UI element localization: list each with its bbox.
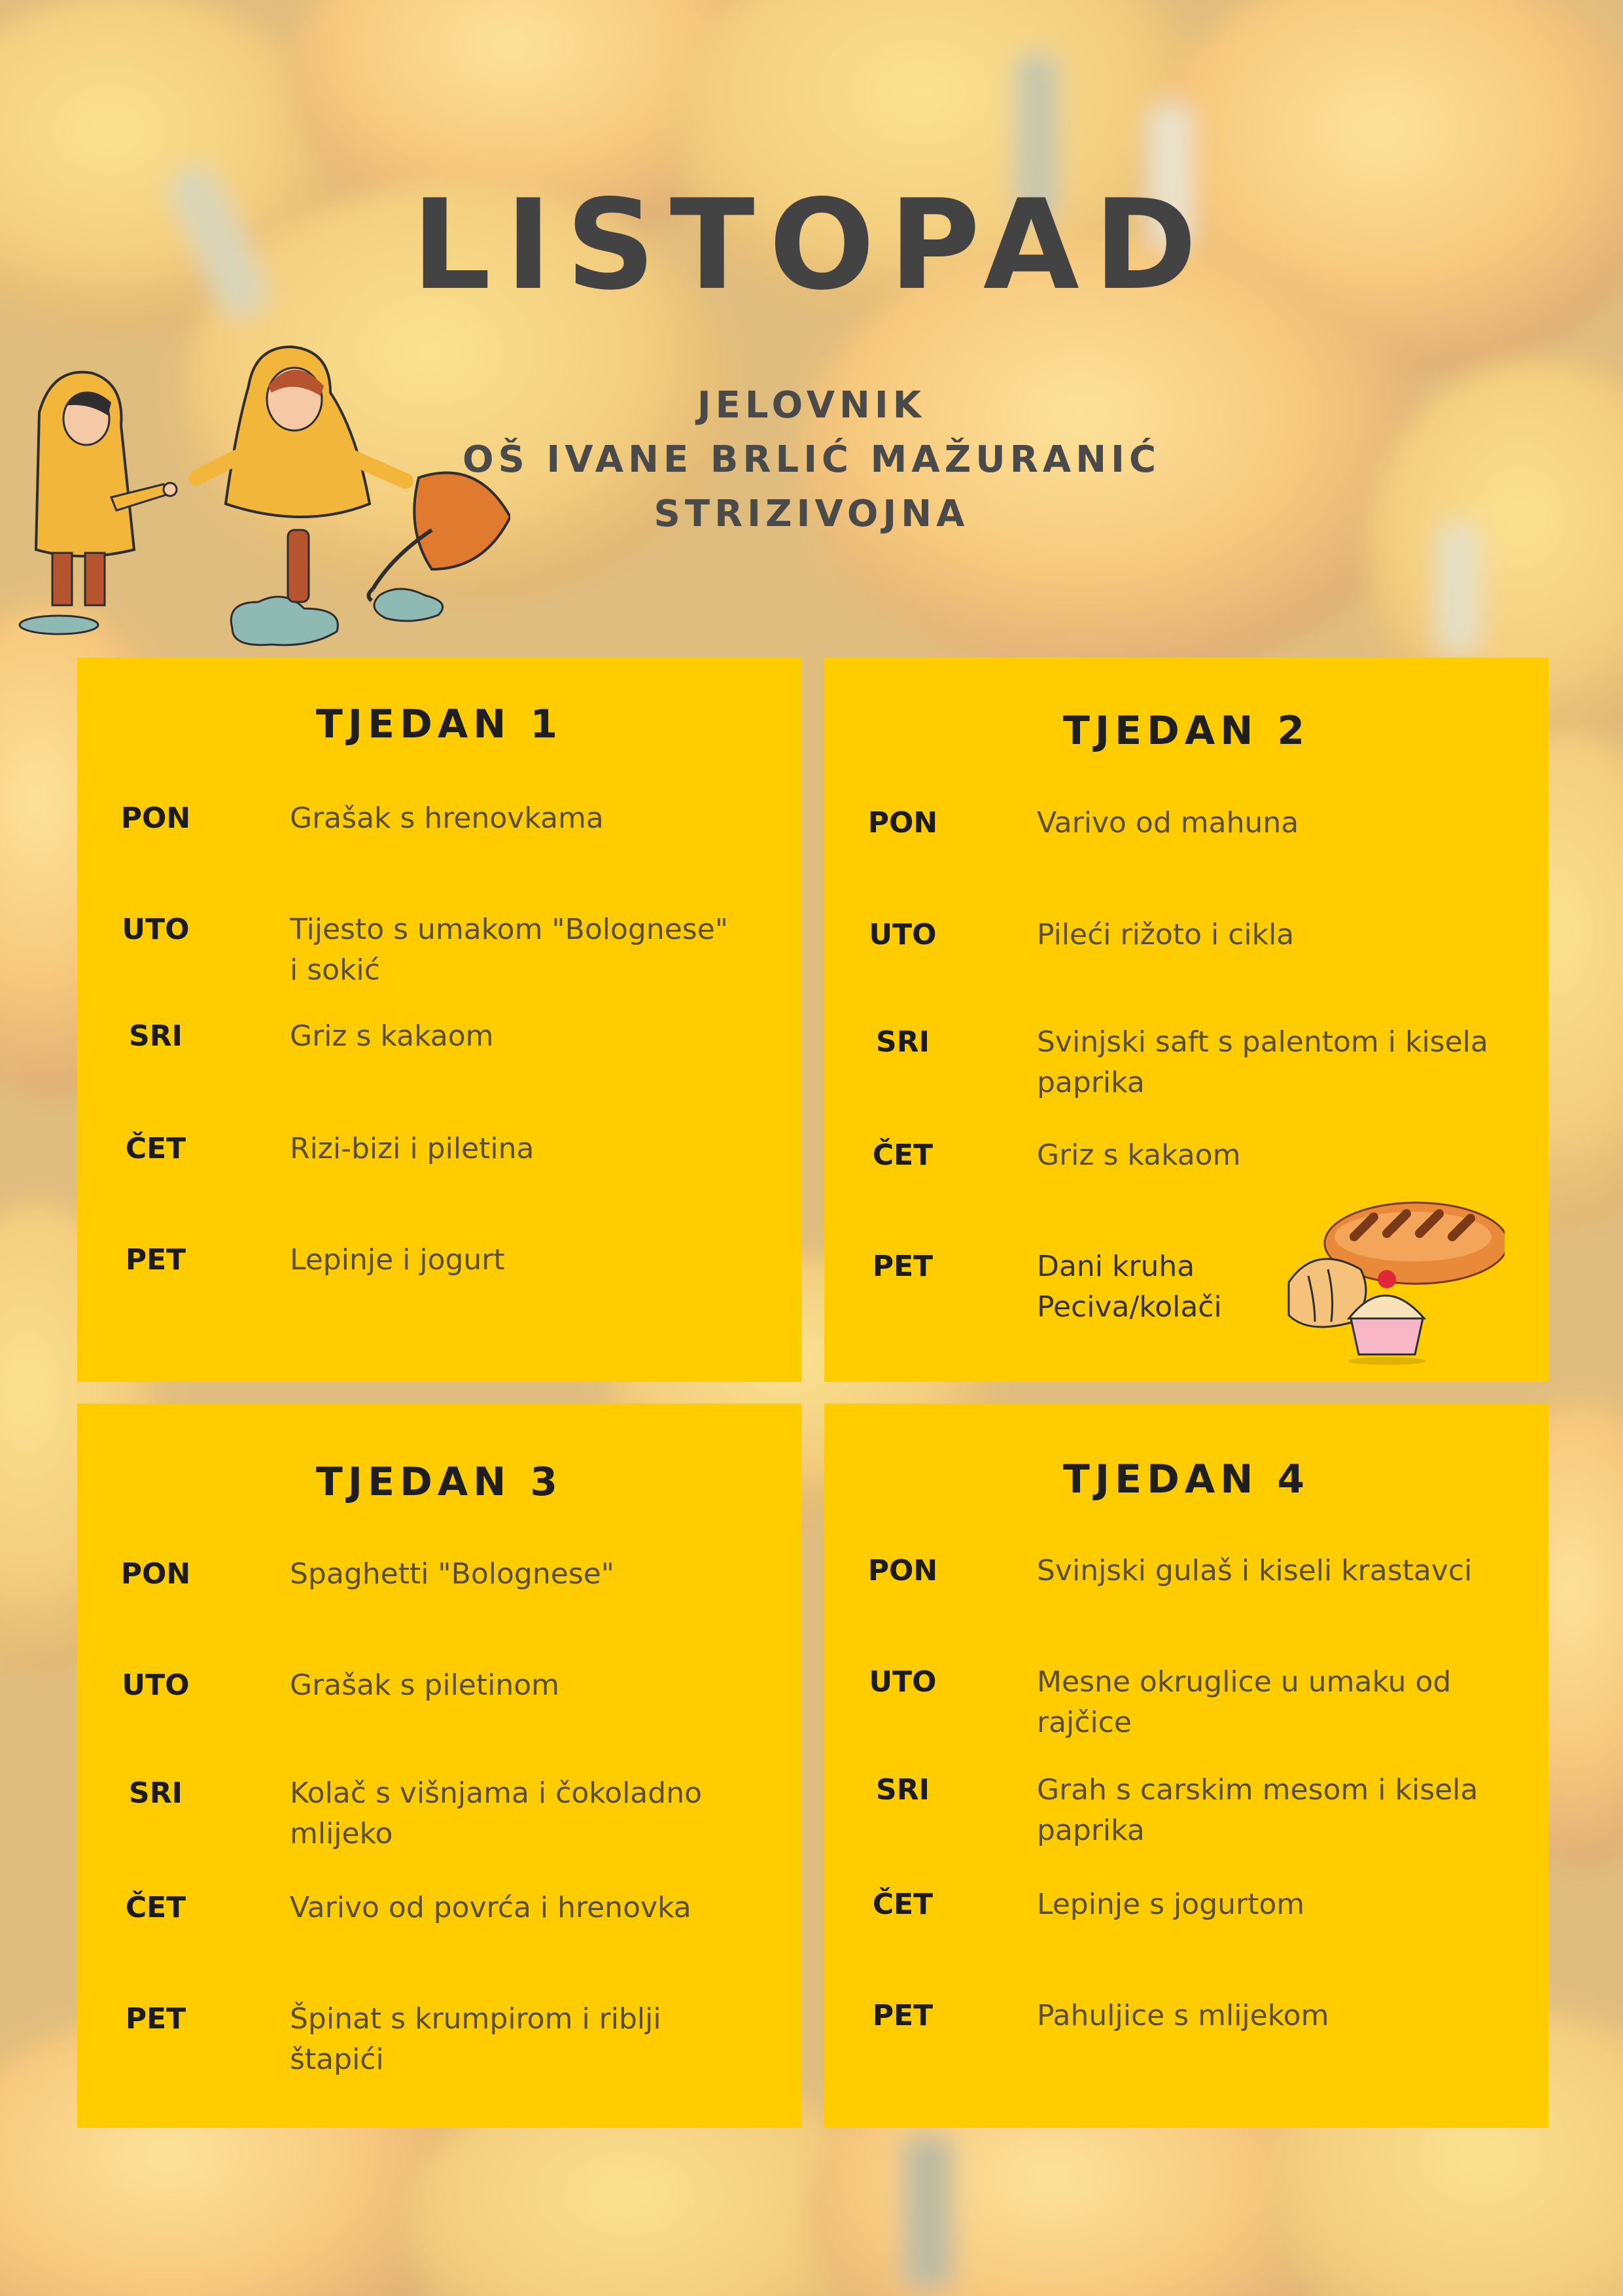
day-label: PET: [125, 2002, 186, 2036]
meal-text: [1037, 915, 1514, 955]
week-card-3: [77, 1404, 801, 2128]
meal-line-1: Svinjski gulaš i kiseli krastavci: [1037, 1554, 1473, 1587]
meal-text: [290, 1773, 767, 1854]
day-label: SRI: [876, 1773, 930, 1807]
meal-text: [290, 1999, 767, 2080]
day-label: ČET: [125, 1132, 186, 1165]
meal-line-1: Pileći rižoto i cikla: [1037, 918, 1295, 951]
meal-text: [1037, 1996, 1514, 2036]
meal-text: [1037, 803, 1514, 843]
meal-text: [290, 1240, 767, 1280]
meal-text: [1037, 1135, 1514, 1176]
page-title: LISTOPAD: [411, 173, 1212, 317]
meal-text: [290, 1129, 767, 1169]
meal-text: [1037, 1022, 1514, 1103]
meal-line-1: Rizi-bizi i piletina: [290, 1132, 534, 1165]
day-label: UTO: [869, 1665, 937, 1699]
meal-line-2: rajčice: [1037, 1706, 1132, 1739]
day-label: PON: [867, 806, 938, 839]
meal-line-1: Svinjski saft s palentom i kisela: [1037, 1025, 1488, 1059]
meal-line-1: Spaghetti "Bolognese": [290, 1557, 615, 1591]
day-label: PON: [120, 1557, 191, 1591]
meal-text: [290, 910, 767, 991]
week-title: TJEDAN 3: [315, 1459, 563, 1505]
meal-line-1: Pahuljice s mlijekom: [1037, 1999, 1329, 2032]
meal-line-2: i sokić: [290, 953, 380, 987]
meal-line-2: paprika: [1037, 1066, 1145, 1099]
meal-line-1: Lepinje s jogurtom: [1037, 1888, 1305, 1921]
day-label: PET: [872, 1999, 934, 2032]
meal-line-1: Varivo od povrća i hrenovka: [290, 1891, 691, 1924]
meal-line-1: Tijesto s umakom "Bolognese": [290, 913, 729, 946]
meal-text: [1037, 1770, 1514, 1851]
meal-line-1: Griz s kakaom: [1037, 1139, 1241, 1172]
day-label: UTO: [869, 918, 937, 951]
meal-line-1: Mesne okruglice u umaku od: [1037, 1665, 1452, 1699]
meal-line-2: Peciva/kolači: [1037, 1290, 1222, 1324]
children-raincoat-illustration: [13, 334, 510, 661]
day-label: SRI: [129, 1019, 183, 1053]
meal-line-1: Kolač s višnjama i čokoladno: [290, 1776, 703, 1810]
meal-text: [290, 1554, 767, 1595]
meal-text: [290, 1888, 767, 1928]
meal-line-2: štapići: [290, 2043, 384, 2076]
subtitle-line-2: OŠ IVANE BRLIĆ MAŽURANIĆ: [462, 438, 1161, 481]
meal-text: [290, 1016, 767, 1057]
day-label: ČET: [125, 1891, 186, 1924]
day-label: PET: [125, 1243, 186, 1277]
meal-line-1: Varivo od mahuna: [1037, 806, 1299, 839]
week-title: TJEDAN 4: [1062, 1457, 1310, 1502]
meal-line-1: Griz s kakaom: [290, 1019, 494, 1053]
meal-line-2: mlijeko: [290, 1817, 393, 1850]
day-label: ČET: [872, 1139, 934, 1172]
day-label: UTO: [122, 913, 190, 946]
meal-line-1: Špinat s krumpirom i riblji: [290, 2002, 661, 2036]
day-label: SRI: [129, 1776, 183, 1810]
meal-text: [290, 798, 767, 839]
week-title: TJEDAN 2: [1062, 708, 1310, 754]
day-label: SRI: [876, 1025, 930, 1059]
week-title: TJEDAN 1: [315, 701, 563, 747]
meal-text: [290, 1665, 767, 1706]
subtitle-line-1: JELOVNIK: [697, 384, 926, 427]
day-label: PON: [120, 802, 191, 835]
day-label: PON: [867, 1554, 938, 1587]
week-card-4: [824, 1404, 1548, 2128]
meal-line-1: Grašak s piletinom: [290, 1669, 560, 1702]
meal-line-1: Grah s carskim mesom i kisela: [1037, 1773, 1478, 1807]
meal-text: [1037, 1662, 1514, 1743]
meal-line-1: Grašak s hrenovkama: [290, 802, 604, 835]
meal-text: [1037, 1884, 1514, 1925]
subtitle-line-3: STRIZIVOJNA: [654, 493, 969, 535]
meal-text: [1037, 1551, 1514, 1591]
bread-pastry-illustration: [1276, 1197, 1505, 1368]
meal-line-1: Dani kruha: [1037, 1250, 1195, 1283]
day-label: PET: [872, 1250, 934, 1283]
meal-line-1: Lepinje i jogurt: [290, 1243, 505, 1277]
day-label: ČET: [872, 1888, 934, 1921]
day-label: UTO: [122, 1669, 190, 1702]
meal-line-2: paprika: [1037, 1814, 1145, 1847]
week-card-1: [77, 658, 801, 1382]
